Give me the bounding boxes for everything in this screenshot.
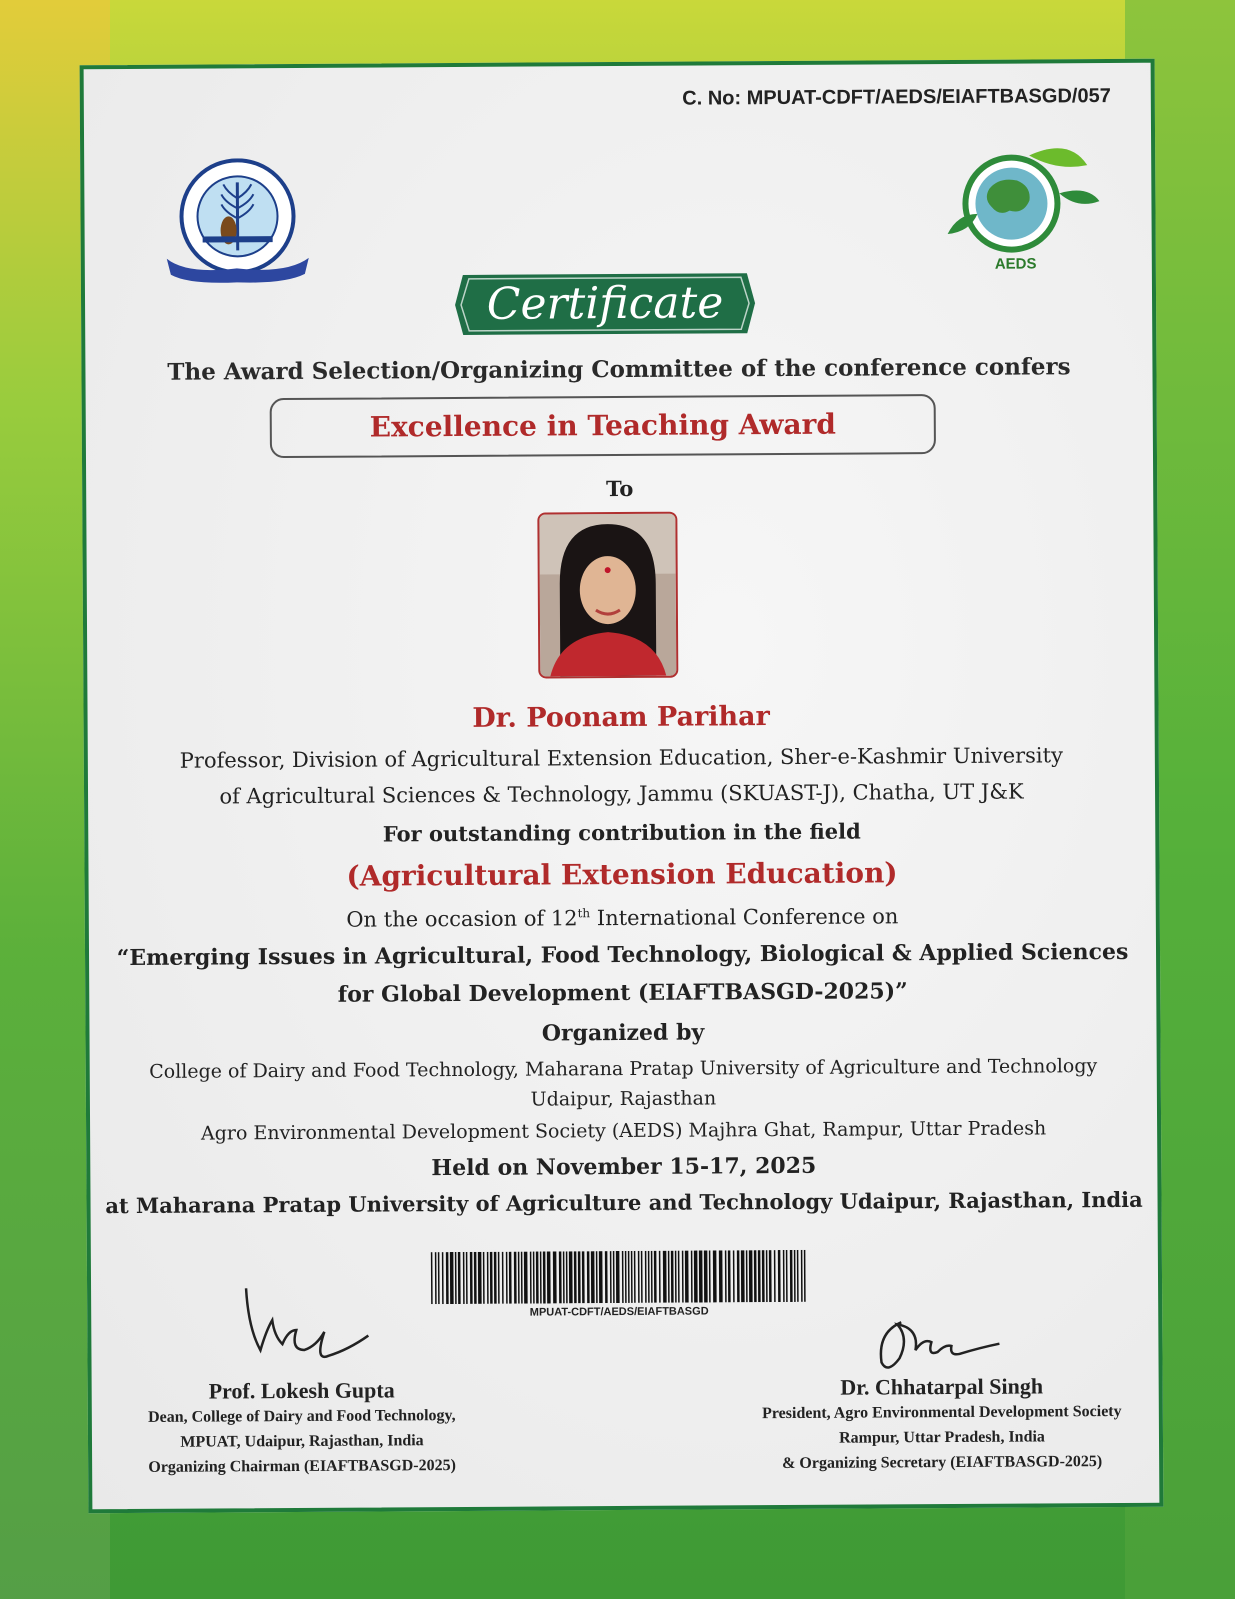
- barcode-text: MPUAT-CDFT/AEDS/EIAFTBASGD: [529, 1305, 709, 1319]
- recipient-designation-line2: of Agricultural Sciences & Technology, Jammu (SKUAST-J), Chatha, UT J&K: [219, 779, 1024, 809]
- recipient-name: Dr. Poonam Parihar: [472, 701, 770, 734]
- organizer-line2: Udaipur, Rajasthan: [530, 1087, 717, 1111]
- signatory-right-name: Dr. Chhatarpal Singh: [840, 1373, 1044, 1400]
- signatory-right-line3: & Organizing Secretary (EIAFTBASGD-2025): [782, 1453, 1103, 1473]
- signatory-left-name: Prof. Lokesh Gupta: [208, 1377, 395, 1404]
- university-logo: [162, 158, 313, 289]
- to-label: To: [605, 475, 634, 502]
- organized-by-label: Organized by: [541, 1019, 705, 1047]
- signatory-right-line1: President, Agro Environmental Development Society: [762, 1402, 1122, 1423]
- certificate-banner: [453, 271, 757, 337]
- organizer-line1: College of Dairy and Food Technology, Maharana Pratap University of Agriculture and Technology: [149, 1055, 1098, 1083]
- signature-left: [226, 1283, 377, 1379]
- signatory-left-line2: MPUAT, Udaipur, Rajasthan, India: [180, 1432, 424, 1451]
- conference-theme-line2: for Global Development (EIAFTBASGD-2025)”: [337, 978, 908, 1008]
- signature-right: [861, 1314, 1021, 1375]
- contribution-text: For outstanding contribution in the field: [382, 818, 861, 847]
- svg-text:1999: 1999: [228, 258, 247, 267]
- recipient-photo: [537, 512, 678, 679]
- signatory-left-line3: Organizing Chairman (EIAFTBASGD-2025): [148, 1457, 456, 1476]
- certificate-frame: [80, 59, 1164, 1514]
- venue-text: at Maharana Pratap University of Agriculture and Technology Udaipur, Rajasthan, India: [105, 1186, 1143, 1219]
- certificate-title: Certificate: [486, 277, 724, 330]
- field-name: (Agricultural Extension Education): [346, 856, 898, 893]
- held-on-date: Held on November 15-17, 2025: [431, 1152, 817, 1182]
- conference-theme-line1: “Emerging Issues in Agricultural, Food Technology, Biological & Applied Sciences: [116, 938, 1129, 972]
- signatory-right: [731, 1313, 1152, 1477]
- confer-text: The Award Selection/Organizing Committee of the conference confers: [167, 353, 1071, 386]
- signatory-left-line1: Dean, College of Dairy and Food Technology,: [147, 1407, 456, 1426]
- aeds-logo-text: AEDS: [994, 255, 1037, 273]
- aeds-logo: [939, 133, 1110, 279]
- recipient-designation-line1: Professor, Division of Agricultural Extension Education, Sher-e-Kashmir University: [179, 743, 1063, 773]
- occasion-text: On the occasion of 12th International Conference on: [346, 904, 899, 932]
- award-title: Excellence in Teaching Award: [270, 394, 936, 458]
- certificate-number: C. No: MPUAT-CDFT/AEDS/EIAFTBASGD/057: [682, 84, 1111, 110]
- signatory-left: [111, 1282, 492, 1480]
- signatory-right-line2: Rampur, Uttar Pradesh, India: [839, 1428, 1045, 1447]
- organizer-line3: Agro Environmental Development Society (AEDS) Majhra Ghat, Rampur, Uttar Pradesh: [200, 1117, 1047, 1145]
